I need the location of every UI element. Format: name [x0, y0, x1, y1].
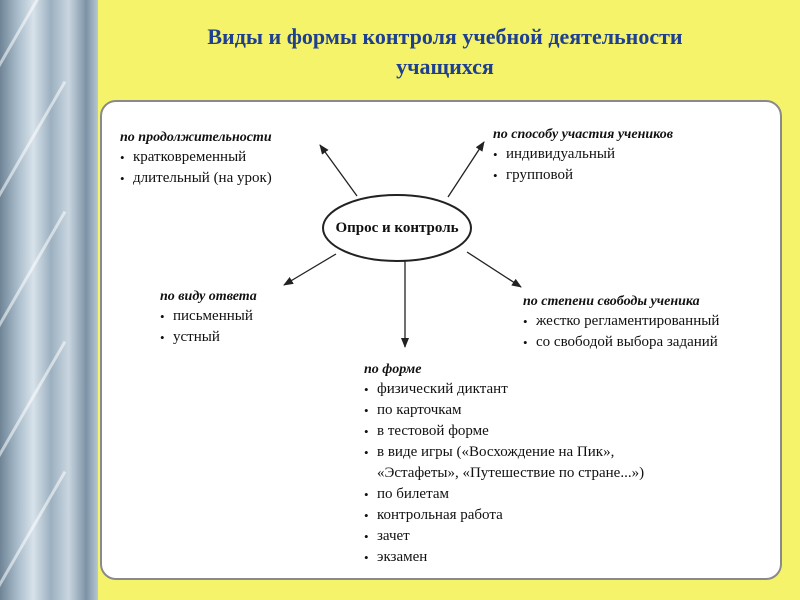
group-duration [120, 128, 272, 189]
list-item: • групповой [493, 165, 673, 186]
list-item-continuation: «Эстафеты», «Путешествие по стране...») [377, 465, 645, 481]
list-item: • экзамен [364, 547, 644, 568]
group-form [364, 360, 644, 568]
group-heading: по продолжительности [120, 130, 272, 145]
list-item: • в тестовой форме [364, 421, 644, 442]
title-line-2: учащихся [396, 54, 494, 79]
list-item: • письменный [160, 306, 257, 327]
group-participation [493, 125, 673, 186]
group-heading: по степени свободы ученика [523, 294, 700, 309]
arrow-to-freedom [467, 252, 521, 287]
arrow-to-participation [448, 142, 484, 197]
list-item: • устный [160, 327, 257, 348]
group-heading: по виду ответа [160, 289, 257, 304]
title-line-1: Виды и формы контроля учебной деятельности [207, 24, 683, 49]
list-item: • кратковременный [120, 147, 272, 168]
group-answer [160, 287, 257, 348]
list-item: • контрольная работа [364, 505, 644, 526]
group-freedom [523, 292, 719, 353]
center-node-label: Опрос и контроль [335, 219, 459, 236]
list-item: • индивидуальный [493, 144, 673, 165]
list-item: • жестко регламентированный [523, 311, 719, 332]
list-item: • со свободой выбора заданий [523, 332, 719, 353]
list-item: • по карточкам [364, 400, 644, 421]
list-item: • длительный (на урок) [120, 168, 272, 189]
list-item: • в виде игры («Восхождение на Пик», [364, 442, 644, 463]
group-heading: по форме [364, 362, 422, 377]
arrow-to-duration [320, 145, 357, 196]
list-item: • физический диктант [364, 379, 644, 400]
list-item: • зачет [364, 526, 644, 547]
list-item: • по билетам [364, 484, 644, 505]
group-heading: по способу участия учеников [493, 127, 673, 142]
